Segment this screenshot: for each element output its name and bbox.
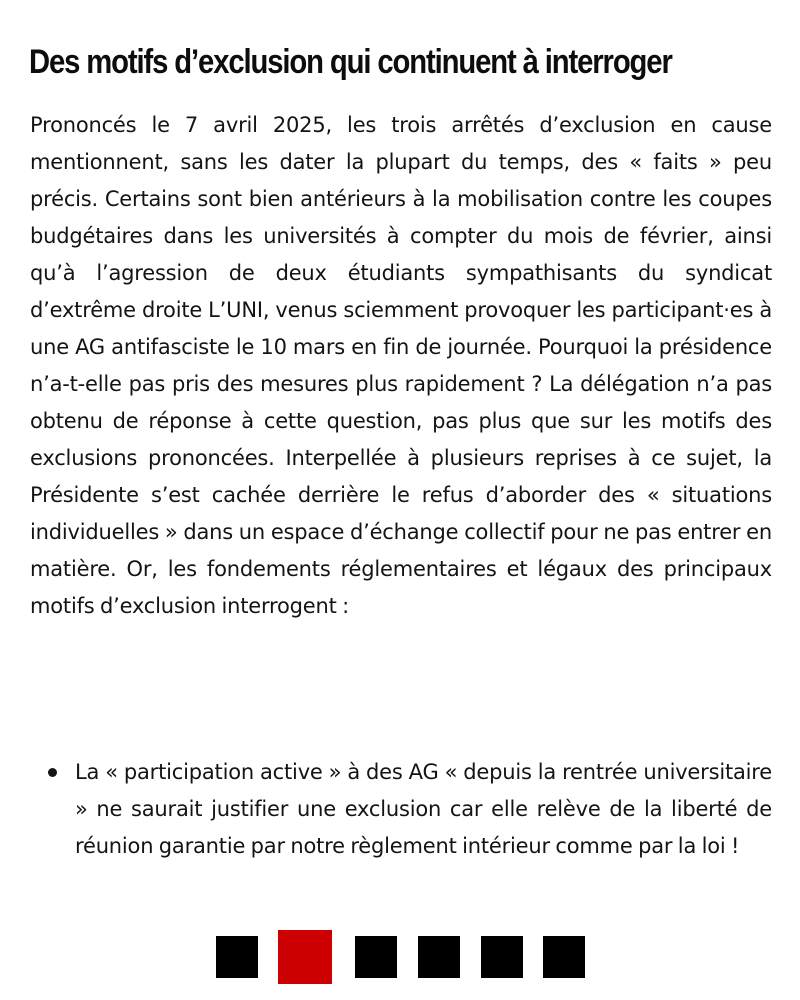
page-indicator-square-1 bbox=[216, 936, 258, 978]
bullet-item-text: La « participation active » à des AG « depuis la rentrée universitaire » ne saurait justifier une exclusion car elle relève de la liberté de réunion garantie par notre règlement intérieur comme par la loi ! bbox=[75, 760, 772, 858]
page-indicator-square-2-active bbox=[278, 930, 332, 984]
page-indicator bbox=[0, 930, 800, 986]
bullet-item bbox=[30, 754, 772, 865]
page-indicator-square-5 bbox=[481, 936, 523, 978]
bullet-dot-icon bbox=[48, 768, 57, 777]
page-indicator-square-3 bbox=[355, 936, 397, 978]
section-title: Des motifs d’exclusion qui continuent à interroger bbox=[29, 43, 672, 81]
bullet-list bbox=[30, 754, 772, 865]
body-paragraph: Prononcés le 7 avril 2025, les trois arrêtés d’exclusion en cause mentionnent, sans les dater la plupart du temps, des « faits » peu précis. Certains sont bien antérieurs à la mobilisation contre les coupes budgétaires dans les universités à compter du mois de février, ainsi qu’à l’agression de deux étudiants sympathisants du syndicat d’extrême droite L’UNI, venus sciemment provoquer les participant·es à une AG antifasciste le 10 mars en fin de journée. Pourquoi la présidence n’a-t-elle pas pris des mesures plus rapidement ? La délégation n’a pas obtenu de réponse à cette question, pas plus que sur les motifs des exclusions prononcées. Interpellée à plusieurs reprises à ce sujet, la Présidente s’est cachée derrière le refus d’aborder des « situations individuelles » dans un espace d’échange collectif pour ne pas entrer en matière. Or, les fondements réglementaires et légaux des principaux motifs d’exclusion interrogent : bbox=[30, 113, 772, 618]
page-indicator-square-6 bbox=[543, 936, 585, 978]
page-indicator-square-4 bbox=[418, 936, 460, 978]
